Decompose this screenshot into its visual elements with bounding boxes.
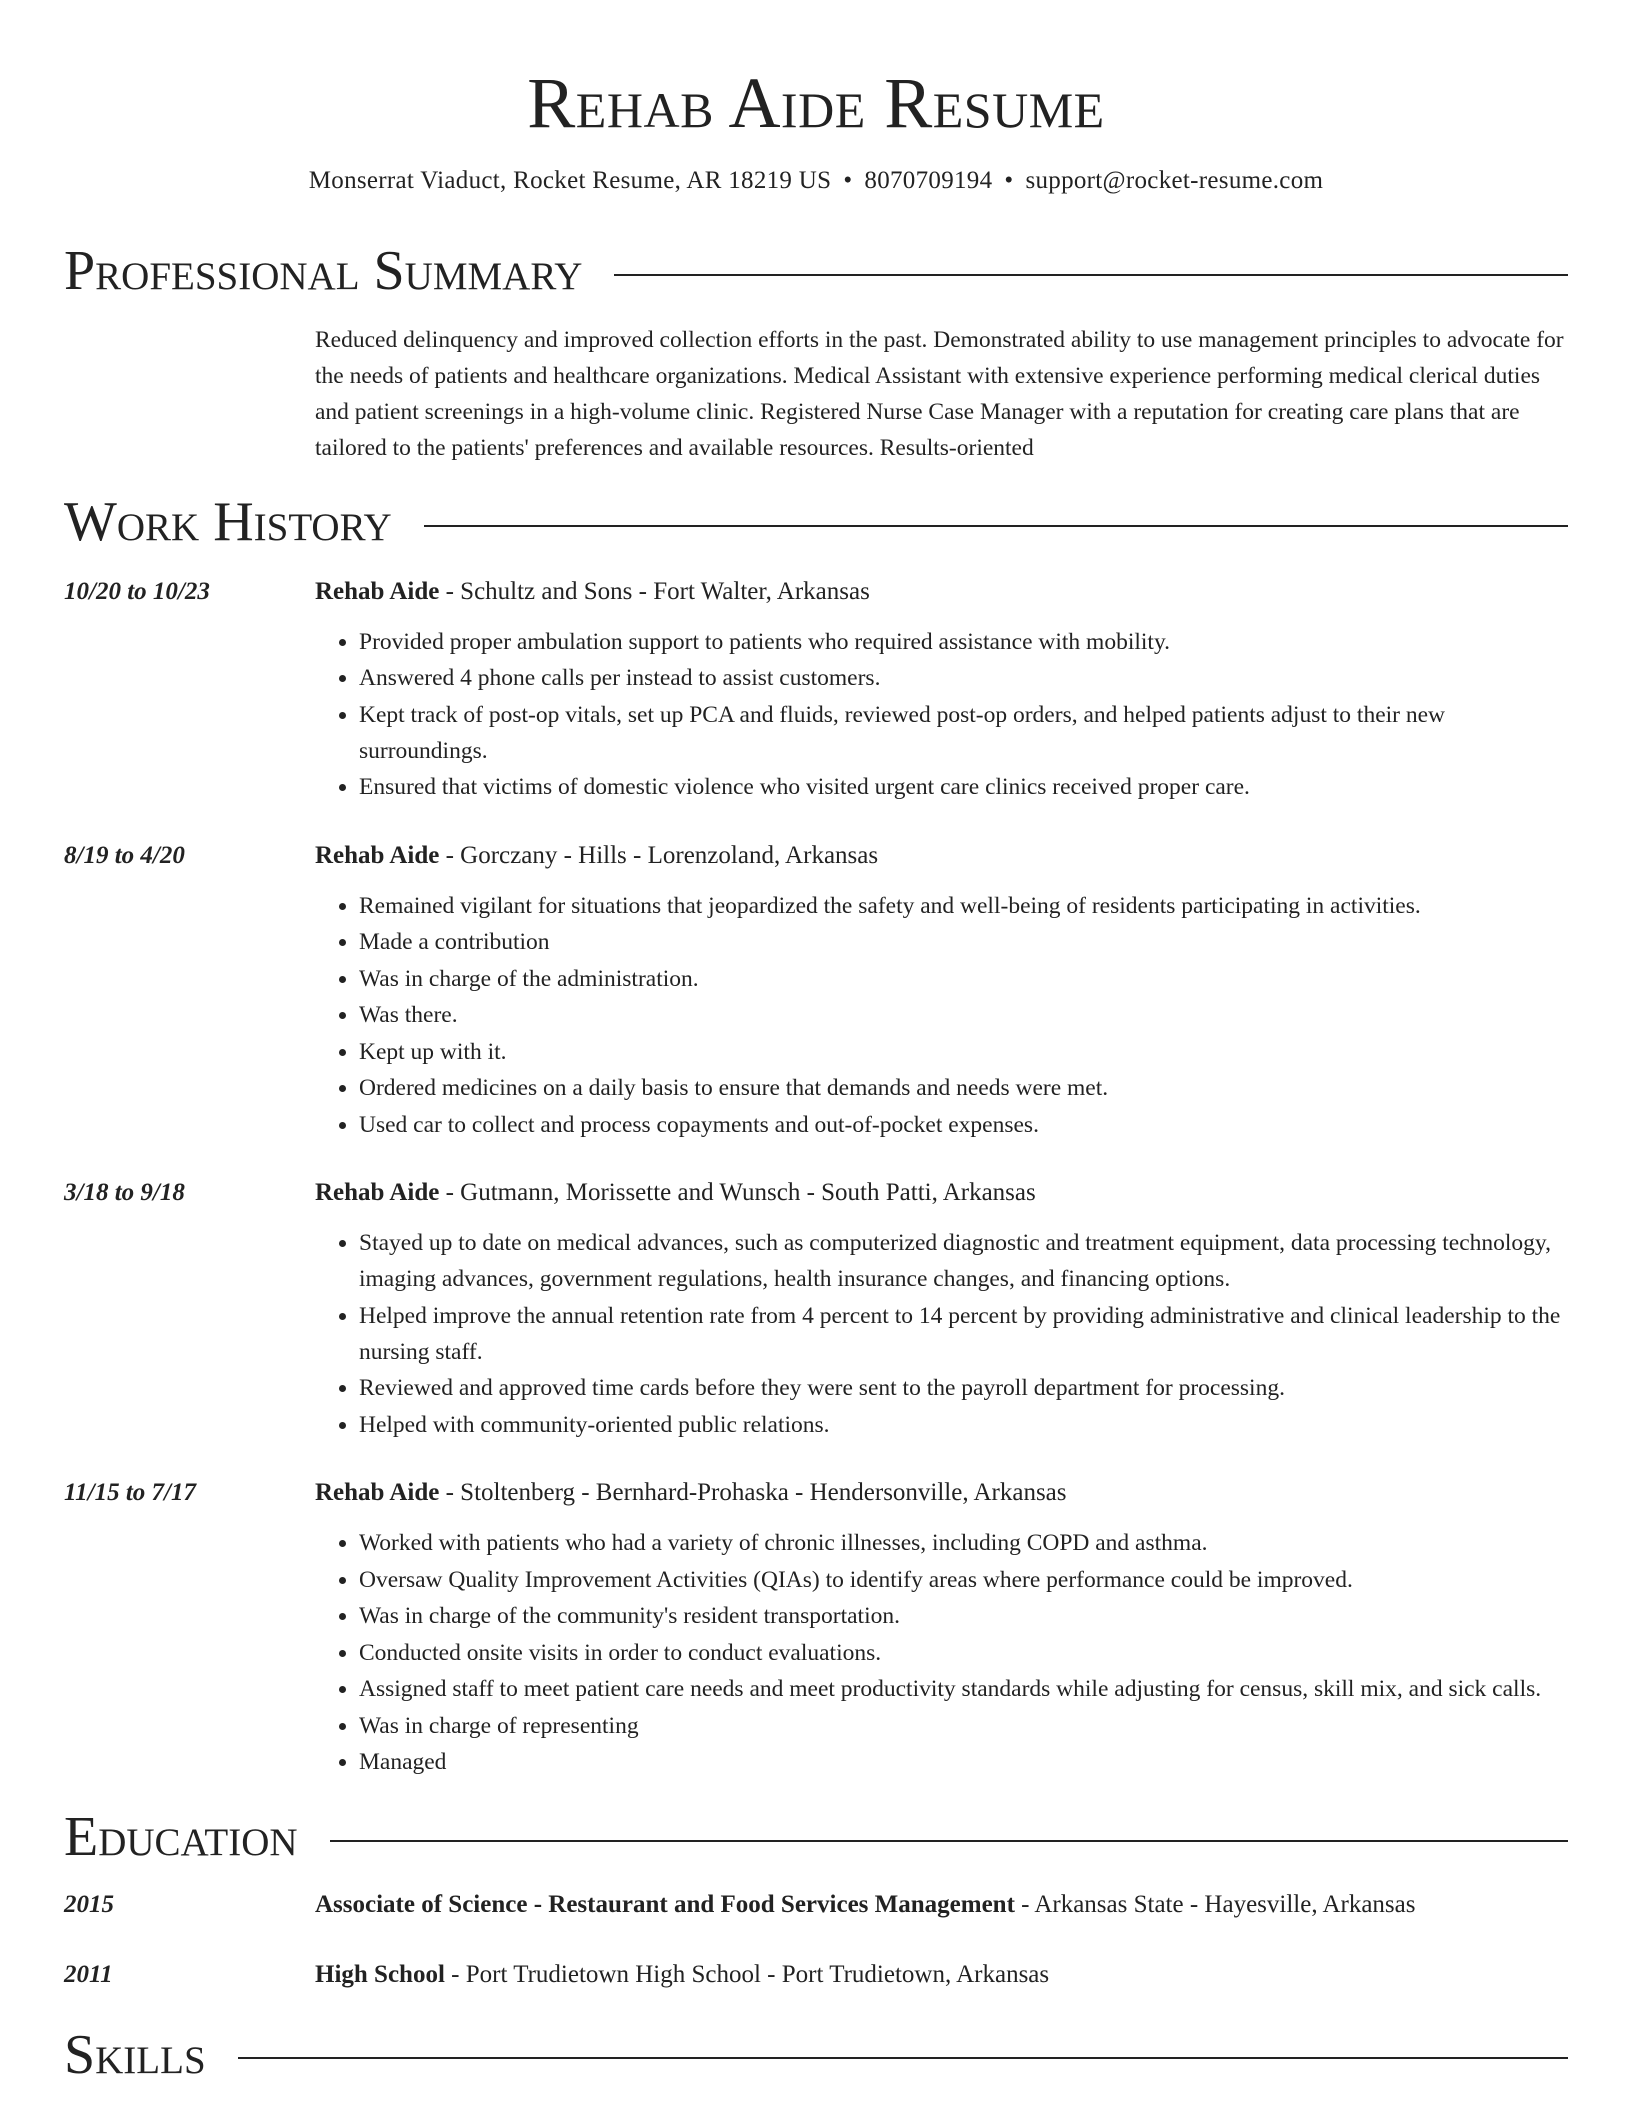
job-title: Rehab Aide (315, 1479, 440, 1507)
job-duty: • Remained vigilant for situations that jeopardized the safety and well-being of residents participating in activities. (359, 888, 1568, 924)
section-divider (330, 1840, 1568, 1842)
summary-section (64, 241, 1568, 467)
education-body (315, 1957, 1568, 1993)
job-body (315, 1475, 1568, 1781)
section-divider (238, 2057, 1568, 2059)
contact-phone: 8070709194 (864, 166, 993, 194)
work-history-section (64, 492, 1568, 1781)
job-dates: 10/20 to 10/23 (64, 577, 210, 605)
job-heading (315, 1175, 1568, 1211)
job-employer-location: - Gutmann, Morissette and Wunsch - South Patti, Arkansas (439, 1179, 1036, 1207)
job-body (315, 838, 1568, 1144)
section-divider (614, 274, 1568, 276)
education-section (64, 1807, 1568, 1993)
job-duty: • Ensured that victims of domestic violence who visited urgent care clinics received proper care. (359, 769, 1568, 805)
job-duty: • Helped with community-oriented public relations. (359, 1407, 1568, 1443)
job-dates: 8/19 to 4/20 (64, 841, 185, 869)
contact-separator: • (1004, 166, 1014, 194)
job-employer-location: - Gorczany - Hills - Lorenzoland, Arkansas (439, 841, 879, 869)
summary-heading: Professional Summary (64, 239, 583, 302)
job-duties-list (315, 888, 1568, 1143)
education-heading-line (315, 1887, 1568, 1923)
resume-title: Rehab Aide Resume (527, 63, 1105, 143)
job-title: Rehab Aide (315, 841, 440, 869)
summary-text: Reduced delinquency and improved collection efforts in the past. Demonstrated ability to use management principles to advocate for the needs of patients and healthcare organizations. Medical Assistant with extensive experience performing medical clerical duties and patient screenings in a high-volume clinic. Registered Nurse Case Manager with a reputation for creating care plans that are tailored to the patients' preferences and available resources. Results-oriented (315, 327, 1564, 462)
job-duty: • Was in charge of the administration. (359, 961, 1568, 997)
job-duty: • Used car to collect and process copayments and out-of-pocket expenses. (359, 1107, 1568, 1143)
education-entry (64, 1887, 1568, 1923)
job-body (315, 574, 1568, 806)
job-entry (64, 1475, 1568, 1781)
job-employer-location: - Schultz and Sons - Fort Walter, Arkansas (439, 577, 870, 605)
job-duty: • Made a contribution (359, 924, 1568, 960)
job-duty: • Worked with patients who had a variety of chronic illnesses, including COPD and asthma. (359, 1525, 1568, 1561)
education-heading-line (315, 1957, 1568, 1993)
job-duty: • Was in charge of representing (359, 1708, 1568, 1744)
job-duty: • Answered 4 phone calls per instead to assist customers. (359, 660, 1568, 696)
job-duty: • Reviewed and approved time cards before they were sent to the payroll department for processing. (359, 1370, 1568, 1406)
job-title: Rehab Aide (315, 577, 440, 605)
education-year: 2011 (64, 1960, 113, 1988)
job-heading (315, 1475, 1568, 1511)
job-heading (315, 838, 1568, 874)
job-duty: • Stayed up to date on medical advances, such as computerized diagnostic and treatment equipment, data processing technology, imaging advances, government regulations, health insurance changes, and financing options. (359, 1225, 1568, 1297)
job-duties-list (315, 1225, 1568, 1443)
job-duty: • Oversaw Quality Improvement Activities (QIAs) to identify areas where performance could be improved. (359, 1562, 1568, 1598)
job-duty: • Helped improve the annual retention rate from 4 percent to 14 percent by providing administrative and clinical leadership to the nursing staff. (359, 1298, 1568, 1370)
job-duty: • Conducted onsite visits in order to conduct evaluations. (359, 1635, 1568, 1671)
job-title: Rehab Aide (315, 1179, 440, 1207)
education-body (315, 1887, 1568, 1923)
job-dates: 11/15 to 7/17 (64, 1479, 196, 1507)
job-duty: • Ordered medicines on a daily basis to ensure that demands and needs were met. (359, 1070, 1568, 1106)
job-entry (64, 574, 1568, 806)
education-heading: Education (64, 1805, 298, 1868)
job-duty: • Kept up with it. (359, 1034, 1568, 1070)
contact-address: Monserrat Viaduct, Rocket Resume, AR 18219 US (308, 166, 832, 194)
summary-heading-row (64, 241, 1568, 303)
section-divider (424, 525, 1568, 527)
job-dates: 3/18 to 9/18 (64, 1179, 185, 1207)
contact-email: support@rocket-resume.com (1025, 166, 1324, 194)
job-entry (64, 838, 1568, 1144)
education-heading-row (64, 1807, 1568, 1869)
contact-separator: • (843, 166, 853, 194)
job-duties-list (315, 624, 1568, 806)
job-entry (64, 1175, 1568, 1443)
skills-heading: Skills (64, 2023, 206, 2086)
skills-heading-row (64, 2025, 1568, 2087)
job-body (315, 1175, 1568, 1443)
job-duties-list (315, 1525, 1568, 1780)
job-duty: • Kept track of post-op vitals, set up PCA and fluids, reviewed post-op orders, and helped patients adjust to their new surroundings. (359, 697, 1568, 769)
education-school-location: - Port Trudietown High School - Port Trudietown, Arkansas (444, 1960, 1050, 1988)
job-duty: • Provided proper ambulation support to patients who required assistance with mobility. (359, 624, 1568, 660)
education-degree: High School (315, 1960, 445, 1988)
job-duty: • Was there. (359, 997, 1568, 1033)
job-duty: • Managed (359, 1744, 1568, 1780)
skills-section (64, 2025, 1568, 2087)
job-heading (315, 574, 1568, 610)
work-history-heading: Work History (64, 491, 392, 554)
job-employer-location: - Stoltenberg - Bernhard-Prohaska - Hendersonville, Arkansas (439, 1479, 1067, 1507)
education-degree: Associate of Science - Restaurant and Food Services Management (315, 1890, 1015, 1918)
education-school-location: - Arkansas State - Hayesville, Arkansas (1014, 1890, 1416, 1918)
job-duty: • Was in charge of the community's resident transportation. (359, 1598, 1568, 1634)
work-history-heading-row (64, 492, 1568, 554)
job-duty: • Assigned staff to meet patient care needs and meet productivity standards while adjusting for census, skill mix, and sick calls. (359, 1671, 1568, 1707)
education-year: 2015 (64, 1890, 114, 1918)
contact-line (0, 167, 1632, 195)
education-entry (64, 1957, 1568, 1993)
